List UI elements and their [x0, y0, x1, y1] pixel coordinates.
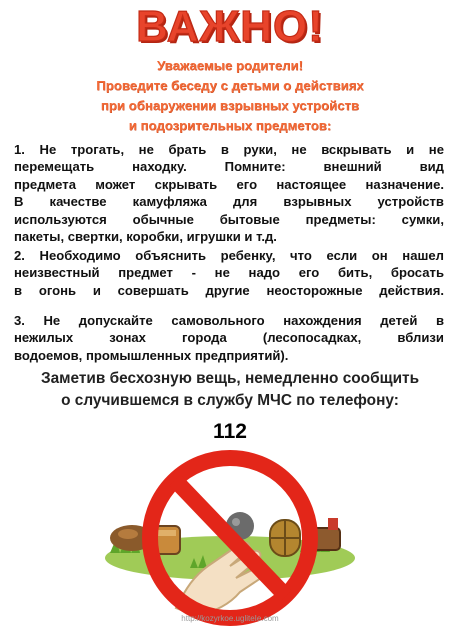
text-line: в огонь и совершать другие неосторожные действия.	[14, 282, 444, 298]
appeal-block	[0, 56, 460, 136]
rule-paragraph-3	[14, 312, 444, 364]
appeal-line-3: при обнаружении взрывных устройств	[100, 98, 360, 113]
poster-title: ВАЖНО!	[136, 2, 324, 51]
text-line: В качестве камуфляжа для взрывных устройств	[14, 194, 444, 210]
appeal-line-2: Проведите беседу с детьми о действиях	[96, 78, 364, 93]
text-line: перемещать находку. Помните: внешний вид	[14, 159, 444, 175]
rule-paragraph-2	[14, 247, 444, 299]
notice-line-2: о случившемся в службу МЧС по телефону:	[61, 392, 399, 409]
prohibition-illustration	[90, 448, 370, 628]
emergency-phone-number: 112	[213, 420, 247, 443]
text-line: 2. Необходимо объяснить ребенку, что если он нашел	[14, 248, 444, 263]
notice-line-1: Заметив бесхозную вещь, немедленно сообщить	[40, 370, 420, 387]
text-line: используются обычные бытовые предметы: сумки,	[14, 211, 444, 227]
appeal-line-1: Уважаемые родители!	[156, 58, 304, 73]
text-line: пакеты, свертки, коробки, игрушки и т.д.	[14, 229, 277, 245]
text-line: нежилых зонах города (лесопосадках, вблизи	[14, 330, 444, 346]
text-line: водоемов, промышленных предприятий).	[14, 347, 289, 363]
text-line: предмета может скрывать его настоящее назначение.	[14, 176, 444, 192]
appeal-line-4: и подозрительных предметов:	[128, 118, 332, 133]
text-line: неизвестный предмет - не надо его бить, бросать	[14, 265, 444, 281]
source-url: http://kozyrkoe.ugliteIe.com	[181, 614, 279, 623]
rule-paragraph-1	[14, 141, 444, 245]
text-line: 3. Не допускайте самовольного нахождения детей в	[14, 313, 444, 328]
text-line: 1. Не трогать, не брать в руки, не вскрывать и не	[14, 142, 444, 157]
notice-block	[0, 368, 460, 412]
